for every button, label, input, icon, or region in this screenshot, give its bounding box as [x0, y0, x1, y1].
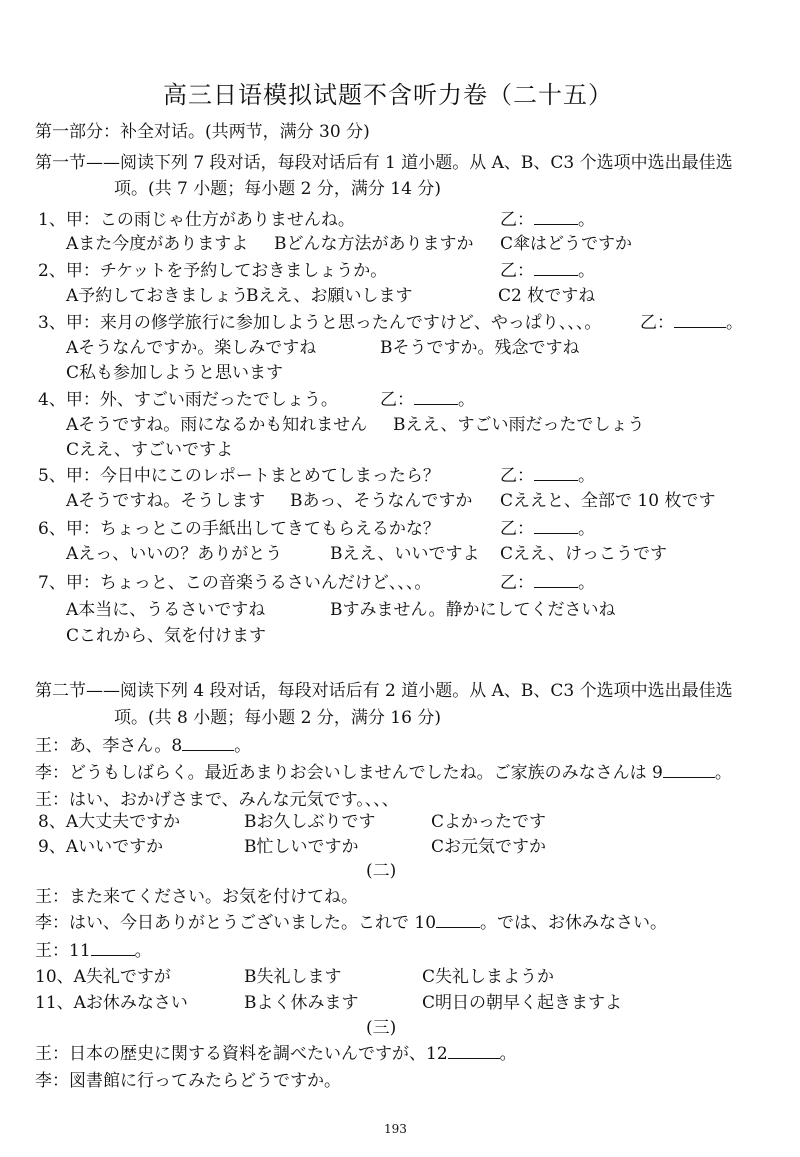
- q5-option-c: Cええと、全部で 10 枚です: [500, 491, 716, 511]
- q11-option-b: Bよく休みます: [244, 993, 359, 1013]
- q7-option-a: A本当に、うるさいですね: [66, 600, 266, 620]
- q8-option-b: Bお久しぶりです: [244, 812, 376, 832]
- question-4: 4、甲：外、すごい雨だったでしょう。: [38, 390, 338, 410]
- q6-option-a: Aえっ、いいの？ありがとう: [66, 544, 283, 564]
- dialog3-line2: 李：図書館に行ってみたらどうですか。: [35, 1071, 341, 1091]
- dialog2-line2: 李：はい、今日ありがとうございました。これで 10 。では、お休みなさい。: [35, 913, 668, 933]
- q2-option-c: C2 枚ですね: [498, 286, 596, 306]
- page-number: 193: [384, 1122, 407, 1136]
- q10-option-b: B失礼します: [244, 967, 342, 987]
- q9-option-a: 9、Aいいですか: [38, 837, 164, 857]
- dialog1-line1: 王：あ、李さん。8 。: [35, 736, 252, 756]
- q11-option-a: 11、Aお休みなさい: [35, 993, 188, 1013]
- dialog1-line3: 王：はい、おかげさまで、みんな元気です。、、、: [35, 790, 399, 810]
- q9-option-c: Cお元気ですか: [431, 837, 547, 857]
- answer-4: 乙： 。: [380, 390, 475, 410]
- dialog2-label: (二): [366, 861, 397, 881]
- question-7: 7、甲：ちょっと、この音楽うるさいんだけど、、、。: [38, 573, 432, 593]
- q7-option-c: Cこれから、気を付けます: [66, 626, 267, 646]
- section2-heading-cont: 项。(共 8 小题；每小题 2 分，满分 16 分): [114, 708, 441, 728]
- section2-heading: 第二节——阅读下列 4 段对话，每段对话后有 2 道小题。从 A、B、C3 个选项中选出最佳选: [35, 681, 733, 701]
- question-5: 5、甲：今日中にこのレポートまとめてしまったら？: [38, 466, 440, 486]
- answer-2: 乙： 。: [500, 261, 595, 281]
- question-6: 6、甲：ちょっとこの手紙出してきてもらえるかな？: [38, 519, 440, 539]
- q6-option-c: Cええ、けっこうです: [500, 544, 668, 564]
- q5-option-a: Aそうですね。そうします: [66, 491, 266, 511]
- q10-option-a: 10、A失礼ですが: [35, 967, 171, 987]
- q9-option-b: B忙しいですか: [244, 837, 359, 857]
- q8-option-a: 8、A大丈夫ですか: [38, 812, 181, 832]
- q7-option-b: Bすみません。静かにしてくださいね: [330, 600, 616, 620]
- q1-option-a: Aまた今度がありますよ: [66, 234, 249, 254]
- answer-7: 乙： 。: [500, 573, 595, 593]
- q4-option-a: Aそうですね。雨になるかも知れません: [66, 415, 368, 435]
- q3-option-c: C私も参加しようと思います: [66, 363, 284, 383]
- q11-option-c: C明日の朝早く起きますよ: [422, 993, 623, 1013]
- q3-option-a: Aそうなんですか。楽しみですね: [66, 338, 317, 358]
- section1-heading: 第一节——阅读下列 7 段对话，每段对话后有 1 道小题。从 A、B、C3 个选项中选出最佳选: [35, 153, 733, 173]
- q4-option-c: Cええ、すごいですよ: [66, 440, 234, 460]
- section1-heading-cont: 项。(共 7 小题；每小题 2 分，满分 14 分): [114, 179, 441, 199]
- q1-option-c: C傘はどうですか: [500, 234, 633, 254]
- q1-option-b: Bどんな方法がありますか: [274, 234, 474, 254]
- q8-option-c: Cよかったです: [431, 812, 547, 832]
- question-2: 2、甲：チケットを予約しておきましょうか。: [38, 261, 388, 281]
- q2-option-a: A予約しておきましょう: [66, 286, 249, 306]
- page-title: 高三日语模拟试题不含听力卷（二十五）: [163, 81, 613, 109]
- q2-option-b: Bええ、お願いします: [246, 286, 413, 306]
- q10-option-c: C失礼しまようか: [422, 967, 555, 987]
- answer-5: 乙： 。: [500, 466, 595, 486]
- dialog2-line3: 王：11 。: [35, 941, 152, 961]
- answer-1: 乙： 。: [500, 210, 595, 230]
- answer-6: 乙： 。: [500, 519, 595, 539]
- dialog1-line2: 李：どうもしばらく。最近あまりお会いしませんでしたね。ご家族のみなさんは 9 。: [35, 763, 732, 783]
- question-1: 1、甲：この雨じゃ仕方がありませんね。: [38, 210, 355, 230]
- q5-option-b: Bあっ、そうなんですか: [290, 491, 473, 511]
- q3-option-b: Bそうですか。残念ですね: [380, 338, 580, 358]
- q4-option-b: Bええ、すごい雨だったでしょう: [393, 415, 645, 435]
- question-3: 3、甲：来月の修学旅行に参加しようと思ったんですけど、やっぱり、、、。: [38, 313, 602, 333]
- dialog2-line1: 王：また来てください。お気を付けてね。: [35, 887, 358, 907]
- dialog3-line1: 王：日本の歴史に関する資料を調べたいんですが、12 。: [35, 1044, 517, 1064]
- q6-option-b: Bええ、いいですよ: [330, 544, 480, 564]
- answer-3: 乙： 。: [640, 313, 743, 333]
- part1-heading: 第一部分：补全对话。(共两节，满分 30 分): [35, 122, 370, 142]
- dialog3-label: (三): [366, 1018, 397, 1038]
